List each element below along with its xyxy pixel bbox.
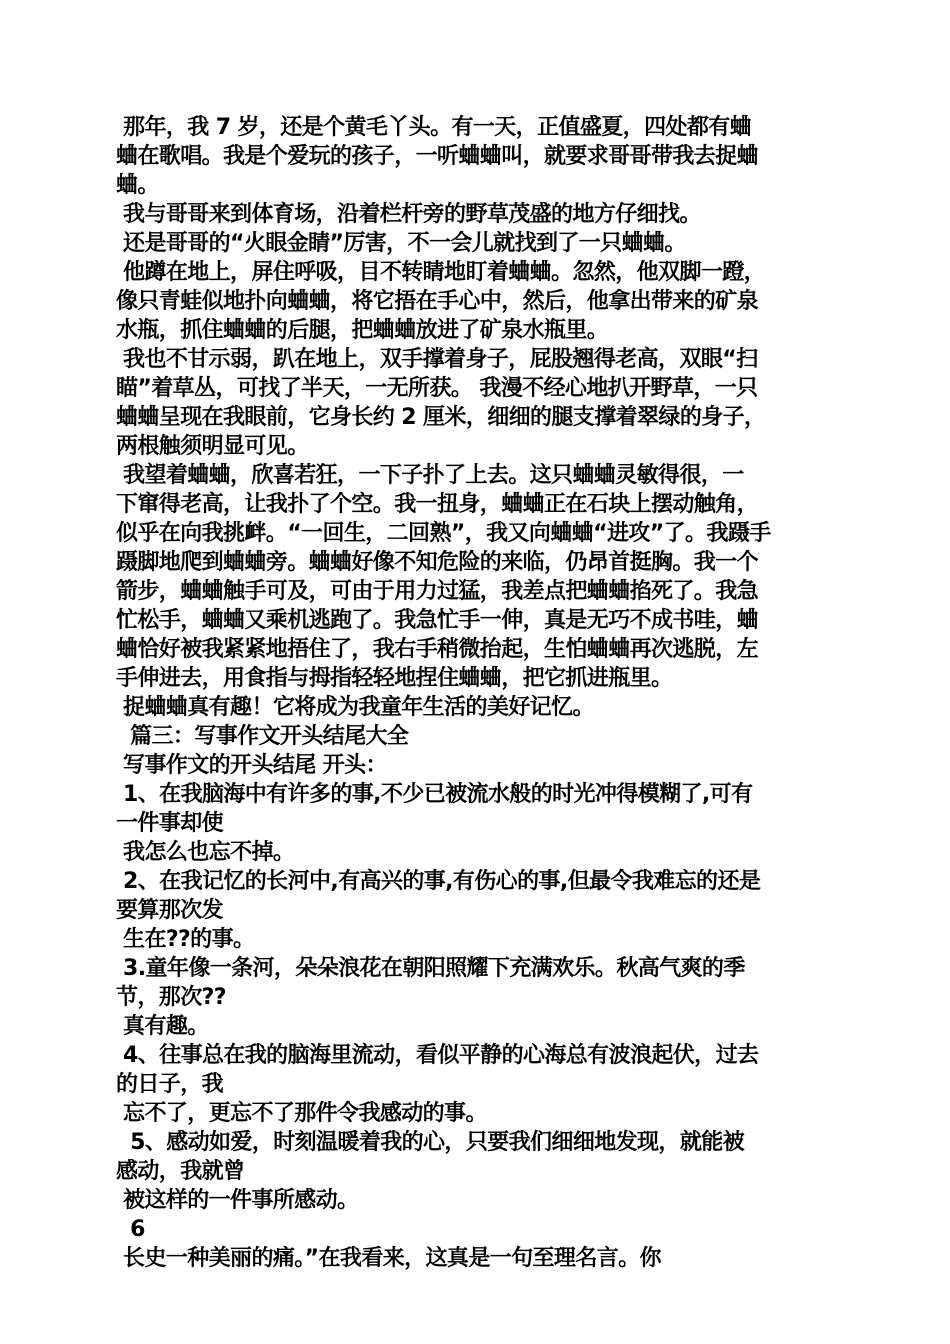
text-line: 一件事却使 bbox=[116, 811, 224, 836]
document-body bbox=[116, 113, 836, 1273]
text-line: 蛐恰好被我紧紧地捂住了，我右手稍微抬起，生怕蛐蛐再次逃脱，左 bbox=[116, 637, 759, 662]
text-line: 忘不了，更忘不了那件令我感动的事。 bbox=[116, 1101, 487, 1126]
text-line: 我望着蛐蛐，欣喜若狂，一下子扑了上去。这只蛐蛐灵敏得很，一 bbox=[116, 463, 744, 488]
text-line: 捉蛐蛐真有趣！它将成为我童年生活的美好记忆。 bbox=[116, 695, 594, 720]
text-line: 瞄”着草丛，可找了半天，一无所获。 我漫不经心地扒开野草，一只 bbox=[116, 376, 758, 401]
text-line: 水瓶，抓住蛐蛐的后腿，把蛐蛐放进了矿泉水瓶里。 bbox=[116, 318, 609, 343]
text-line: 6 bbox=[116, 1217, 145, 1242]
text-line: 4、往事总在我的脑海里流动，看似平静的心海总有波浪起伏，过去 bbox=[116, 1043, 759, 1068]
text-line: 像只青蛙似地扑向蛐蛐，将它捂在手心中，然后，他拿出带来的矿泉 bbox=[116, 289, 759, 314]
text-line: 那年，我 7 岁，还是个黄毛丫头。有一天，正值盛夏，四处都有蛐 bbox=[116, 115, 752, 140]
text-line: 长史一种美丽的痛。”在我看来，这真是一句至理名言。你 bbox=[116, 1246, 661, 1271]
text-line: 真有趣。 bbox=[116, 1014, 209, 1039]
text-line: 我怎么也忘不掉。 bbox=[116, 840, 295, 865]
text-line: 下窜得老高，让我扑了个空。我一扭身，蛐蛐正在石块上摆动触角， bbox=[116, 492, 759, 517]
text-line: 忙松手，蛐蛐又乘机逃跑了。我急忙手一伸，真是无巧不成书哇，蛐 bbox=[116, 608, 759, 633]
text-line: 蹑脚地爬到蛐蛐旁。蛐蛐好像不知危险的来临，仍昂首挺胸。我一个 bbox=[116, 550, 759, 575]
text-line: 蛐蛐呈现在我眼前，它身长约 2 厘米，细细的腿支撑着翠绿的身子， bbox=[116, 405, 766, 430]
section-heading: 篇三：写事作文开头结尾大全 bbox=[116, 724, 409, 749]
text-line: 手伸进去，用食指与拇指轻轻地捏住蛐蛐，把它抓进瓶里。 bbox=[116, 666, 673, 691]
text-line: 感动，我就曾 bbox=[116, 1159, 245, 1184]
text-line: 被这样的一件事所感动。 bbox=[116, 1188, 359, 1213]
text-line: 3.童年像一条河，朵朵浪花在朝阳照耀下充满欢乐。秋高气爽的季 bbox=[116, 956, 745, 981]
text-line: 我与哥哥来到体育场，沿着栏杆旁的野草茂盛的地方仔细找。 bbox=[116, 202, 701, 227]
text-line: 的日子，我 bbox=[116, 1072, 224, 1097]
text-line: 要算那次发 bbox=[116, 898, 224, 923]
text-line: 1、在我脑海中有许多的事,不少已被流水般的时光冲得模糊了,可有 bbox=[116, 782, 753, 807]
text-line: 箭步，蛐蛐触手可及，可由于用力过猛，我差点把蛐蛐掐死了。我急 bbox=[116, 579, 759, 604]
text-line: 两根触须明显可见。 bbox=[116, 434, 309, 459]
text-line: 5、感动如爱，时刻温暖着我的心，只要我们细细地发现，就能被 bbox=[116, 1130, 745, 1155]
text-line: 他蹲在地上，屏住呼吸，目不转睛地盯着蛐蛐。忽然，他双脚一蹬， bbox=[116, 260, 766, 285]
text-line: 蛐在歌唱。我是个爱玩的孩子，一听蛐蛐叫，就要求哥哥带我去捉蛐 bbox=[116, 144, 759, 169]
text-line: 我也不甘示弱，趴在地上，双手撑着身子，屁股翘得老高，双眼“扫 bbox=[116, 347, 758, 372]
text-line: 写事作文的开头结尾 开头： bbox=[116, 753, 387, 778]
text-line: 节，那次?? bbox=[116, 985, 226, 1010]
text-line: 还是哥哥的“火眼金睛”厉害，不一会儿就找到了一只蛐蛐。 bbox=[116, 231, 686, 256]
text-line: 2、在我记忆的长河中,有高兴的事,有伤心的事,但最令我难忘的还是 bbox=[116, 869, 761, 894]
text-line: 似乎在向我挑衅。“一回生，二回熟”，我又向蛐蛐“进攻”了。我蹑手 bbox=[116, 521, 771, 546]
text-line: 生在??的事。 bbox=[116, 927, 255, 952]
text-line: 蛐。 bbox=[116, 173, 159, 198]
